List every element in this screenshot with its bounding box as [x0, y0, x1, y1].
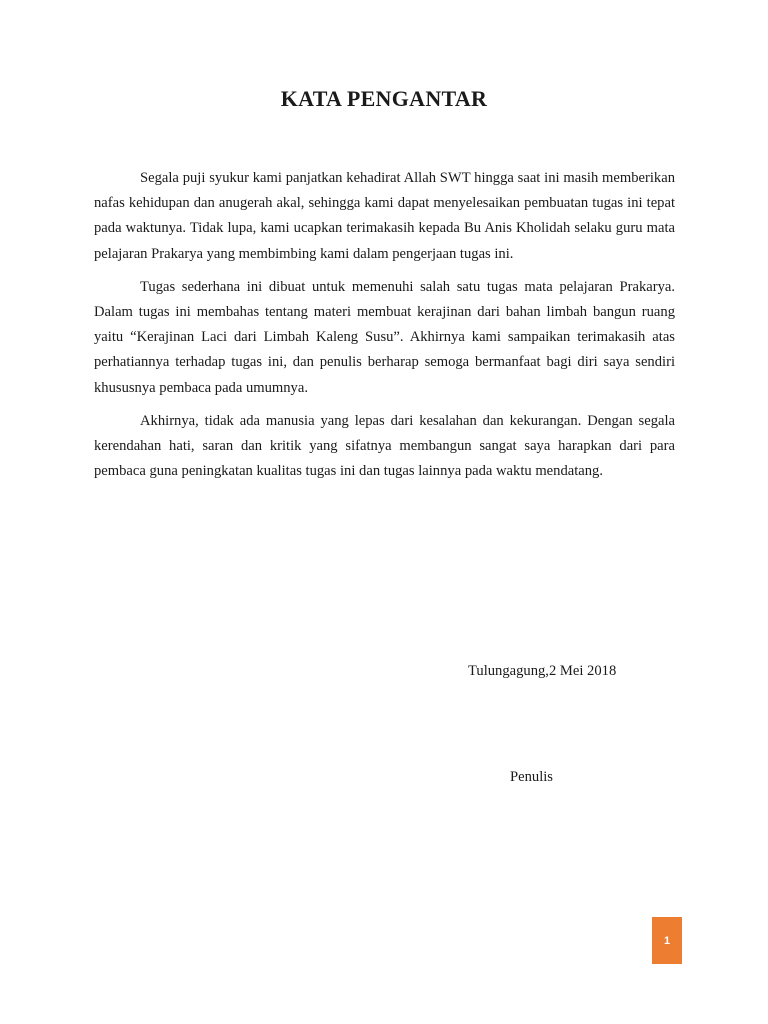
- paragraph-3: Akhirnya, tidak ada manusia yang lepas dari kesalahan dan kekurangan. Dengan segala kerendahan hati, saran dan kritik yang sifatnya membangun sangat saya harapkan dari para pembaca guna peningkatan kualitas tugas ini dan tugas lainnya pada waktu mendatang.: [94, 412, 675, 480]
- paragraph-2: Tugas sederhana ini dibuat untuk memenuhi salah satu tugas mata pelajaran Prakarya. Dalam tugas ini membahas tentang materi membuat kerajinan dari bahan limbah bangun ruang yaitu “Kerajinan Laci dari Limbah Kaleng Susu”. Akhirnya kami sampaikan terimakasih atas perhatiannya terhadap tugas ini, dan penulis berharap semoga bermanfaat bagi diri saya sendiri khususnya pembaca pada umumnya.: [94, 278, 675, 396]
- paragraph-1: Segala puji syukur kami panjatkan kehadirat Allah SWT hingga saat ini masih memberikan nafas kehidupan dan anugerah akal, sehingga kami dapat menyelesaikan pembuatan tugas ini tepat pada waktunya. Tidak lupa, kami ucapkan terimakasih kepada Bu Anis Kholidah selaku guru mata pelajaran Prakarya yang membimbing kami dalam pengerjaan tugas ini.: [94, 170, 675, 262]
- page-title: KATA PENGANTAR: [280, 86, 488, 111]
- body-text: [94, 166, 675, 492]
- page-number-badge: [652, 917, 682, 964]
- page-number: 1: [663, 934, 671, 947]
- author-signature: Penulis: [510, 769, 553, 785]
- place-date: Tulungagung,2 Mei 2018: [468, 663, 617, 679]
